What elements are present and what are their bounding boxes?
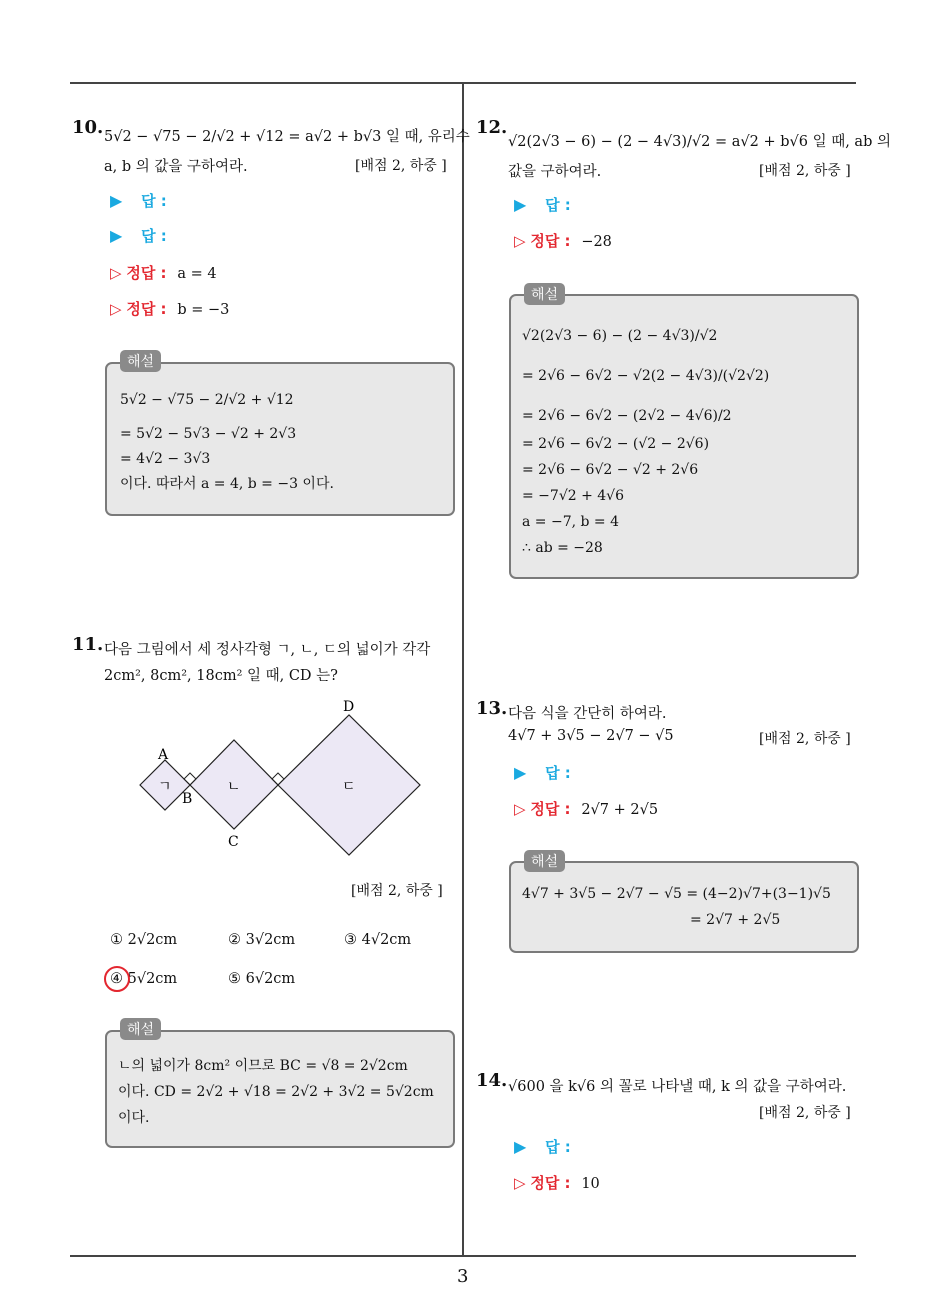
- outline-triangle-icon: ▷: [514, 1174, 526, 1192]
- q10-text-line1: 5√2 − √75 − 2/√2 + √12 = a√2 + b√3 일 때, 유리수: [104, 129, 470, 145]
- label-g: ㄱ: [158, 779, 172, 795]
- q12-correct-row: ▷ 정답 : −28: [514, 232, 612, 250]
- bottom-rule: [70, 1255, 856, 1257]
- q10-correct-row-1: ▷ 정답 : a = 4: [110, 264, 217, 282]
- label-C: C: [228, 834, 239, 850]
- q12-text-line1: √2(2√3 − 6) − (2 − 4√3)/√2 = a√2 + b√6 일 때, ab 의: [508, 134, 891, 150]
- q11-choice-5[interactable]: ⑤ 6√2cm: [228, 971, 296, 987]
- q14-answer-row[interactable]: ▶ 답 :: [514, 1137, 571, 1156]
- q13-number: 13.: [476, 698, 508, 719]
- q13-exp-line: 4√7 + 3√5 − 2√7 − √5 = (4−2)√7+(3−1)√5: [522, 886, 831, 902]
- q14-meta: [배점 2, 하중 ]: [759, 1105, 851, 1121]
- q12-exp-line: = 2√6 − 6√2 − √2(2 − 4√3)/(√2√2): [522, 368, 770, 384]
- q11-choice-1[interactable]: ① 2√2cm: [110, 932, 178, 948]
- q10-number: 10.: [72, 117, 104, 138]
- q14-correct-row: ▷ 정답 : 10: [514, 1174, 600, 1192]
- q12-exp-line: = 2√6 − 6√2 − √2 + 2√6: [522, 462, 699, 478]
- outline-triangle-icon: ▷: [514, 800, 526, 818]
- q11-text-line1: 다음 그림에서 세 정사각형 ㄱ, ㄴ, ㄷ의 넓이가 각각: [104, 642, 431, 658]
- q13-explanation-box: [509, 861, 859, 953]
- outline-triangle-icon: ▷: [110, 264, 122, 282]
- q11-exp-line: 이다.: [118, 1110, 150, 1126]
- column-divider: [462, 83, 464, 1257]
- q13-meta: [배점 2, 하중 ]: [759, 731, 851, 747]
- q10-answer-row-2[interactable]: ▶ 답 :: [110, 226, 167, 245]
- play-icon: ▶: [514, 1137, 527, 1156]
- label-d: ㄷ: [342, 779, 356, 795]
- q14-text-line1: √600 을 k√6 의 꼴로 나타낼 때, k 의 값을 구하여라.: [508, 1079, 847, 1095]
- q11-choice-4[interactable]: ④ 5√2cm: [110, 971, 178, 987]
- play-icon: ▶: [514, 195, 527, 214]
- q13-answer-row[interactable]: ▶ 답 :: [514, 763, 571, 782]
- q13-explanation-tag: 해설: [524, 850, 565, 872]
- selected-answer-circle: [104, 966, 130, 992]
- play-icon: ▶: [110, 191, 123, 210]
- q11-meta: [배점 2, 하중 ]: [351, 883, 443, 899]
- q12-exp-line: √2(2√3 − 6) − (2 − 4√3)/√2: [522, 328, 718, 344]
- q11-choice-3[interactable]: ③ 4√2cm: [344, 932, 412, 948]
- label-D: D: [343, 699, 355, 715]
- q11-text-line2: 2cm², 8cm², 18cm² 일 때, CD 는?: [104, 668, 338, 684]
- label-B: B: [182, 791, 193, 807]
- q11-explanation-tag: 해설: [120, 1018, 161, 1040]
- q10-exp-line: = 4√2 − 3√3: [120, 451, 211, 467]
- q12-exp-line: = 2√6 − 6√2 − (√2 − 2√6): [522, 436, 710, 452]
- squares-figure: [130, 695, 430, 865]
- q12-exp-line: a = −7, b = 4: [522, 514, 620, 530]
- outline-triangle-icon: ▷: [514, 232, 526, 250]
- label-n: ㄴ: [227, 779, 241, 795]
- outline-triangle-icon: ▷: [110, 300, 122, 318]
- q14-number: 14.: [476, 1070, 508, 1091]
- q10-text-line2: a, b 의 값을 구하여라.: [104, 159, 248, 175]
- q10-exp-line: 5√2 − √75 − 2/√2 + √12: [120, 392, 294, 408]
- q10-correct-row-2: ▷ 정답 : b = −3: [110, 300, 230, 318]
- q13-correct-row: ▷ 정답 : 2√7 + 2√5: [514, 800, 659, 818]
- page-number: 3: [457, 1266, 469, 1287]
- q10-exp-line: 이다. 따라서 a = 4, b = −3 이다.: [120, 476, 334, 492]
- q12-explanation-tag: 해설: [524, 283, 565, 305]
- q11-exp-line: ㄴ의 넓이가 8cm² 이므로 BC = √8 = 2√2cm: [118, 1058, 408, 1074]
- q12-exp-line: = −7√2 + 4√6: [522, 488, 625, 504]
- q11-exp-line: 이다. CD = 2√2 + √18 = 2√2 + 3√2 = 5√2cm: [118, 1084, 434, 1100]
- q12-exp-line: = 2√6 − 6√2 − (2√2 − 4√6)/2: [522, 408, 732, 424]
- play-icon: ▶: [110, 226, 123, 245]
- q13-text-line2: 4√7 + 3√5 − 2√7 − √5: [508, 728, 674, 744]
- q10-explanation-tag: 해설: [120, 350, 161, 372]
- play-icon: ▶: [514, 763, 527, 782]
- q10-meta: [배점 2, 하중 ]: [355, 158, 447, 174]
- label-A: A: [158, 747, 169, 763]
- q11-number: 11.: [72, 634, 104, 655]
- q12-exp-line: ∴ ab = −28: [522, 540, 603, 556]
- q12-number: 12.: [476, 117, 508, 138]
- q12-meta: [배점 2, 하중 ]: [759, 163, 851, 179]
- q11-choice-2[interactable]: ② 3√2cm: [228, 932, 296, 948]
- q12-text-line2: 값을 구하여라.: [508, 164, 602, 180]
- q10-exp-line: = 5√2 − 5√3 − √2 + 2√3: [120, 426, 297, 442]
- q13-exp-line: = 2√7 + 2√5: [690, 912, 781, 928]
- q13-text-line1: 다음 식을 간단히 하여라.: [508, 706, 667, 722]
- q10-answer-row-1[interactable]: ▶ 답 :: [110, 191, 167, 210]
- q12-answer-row[interactable]: ▶ 답 :: [514, 195, 571, 214]
